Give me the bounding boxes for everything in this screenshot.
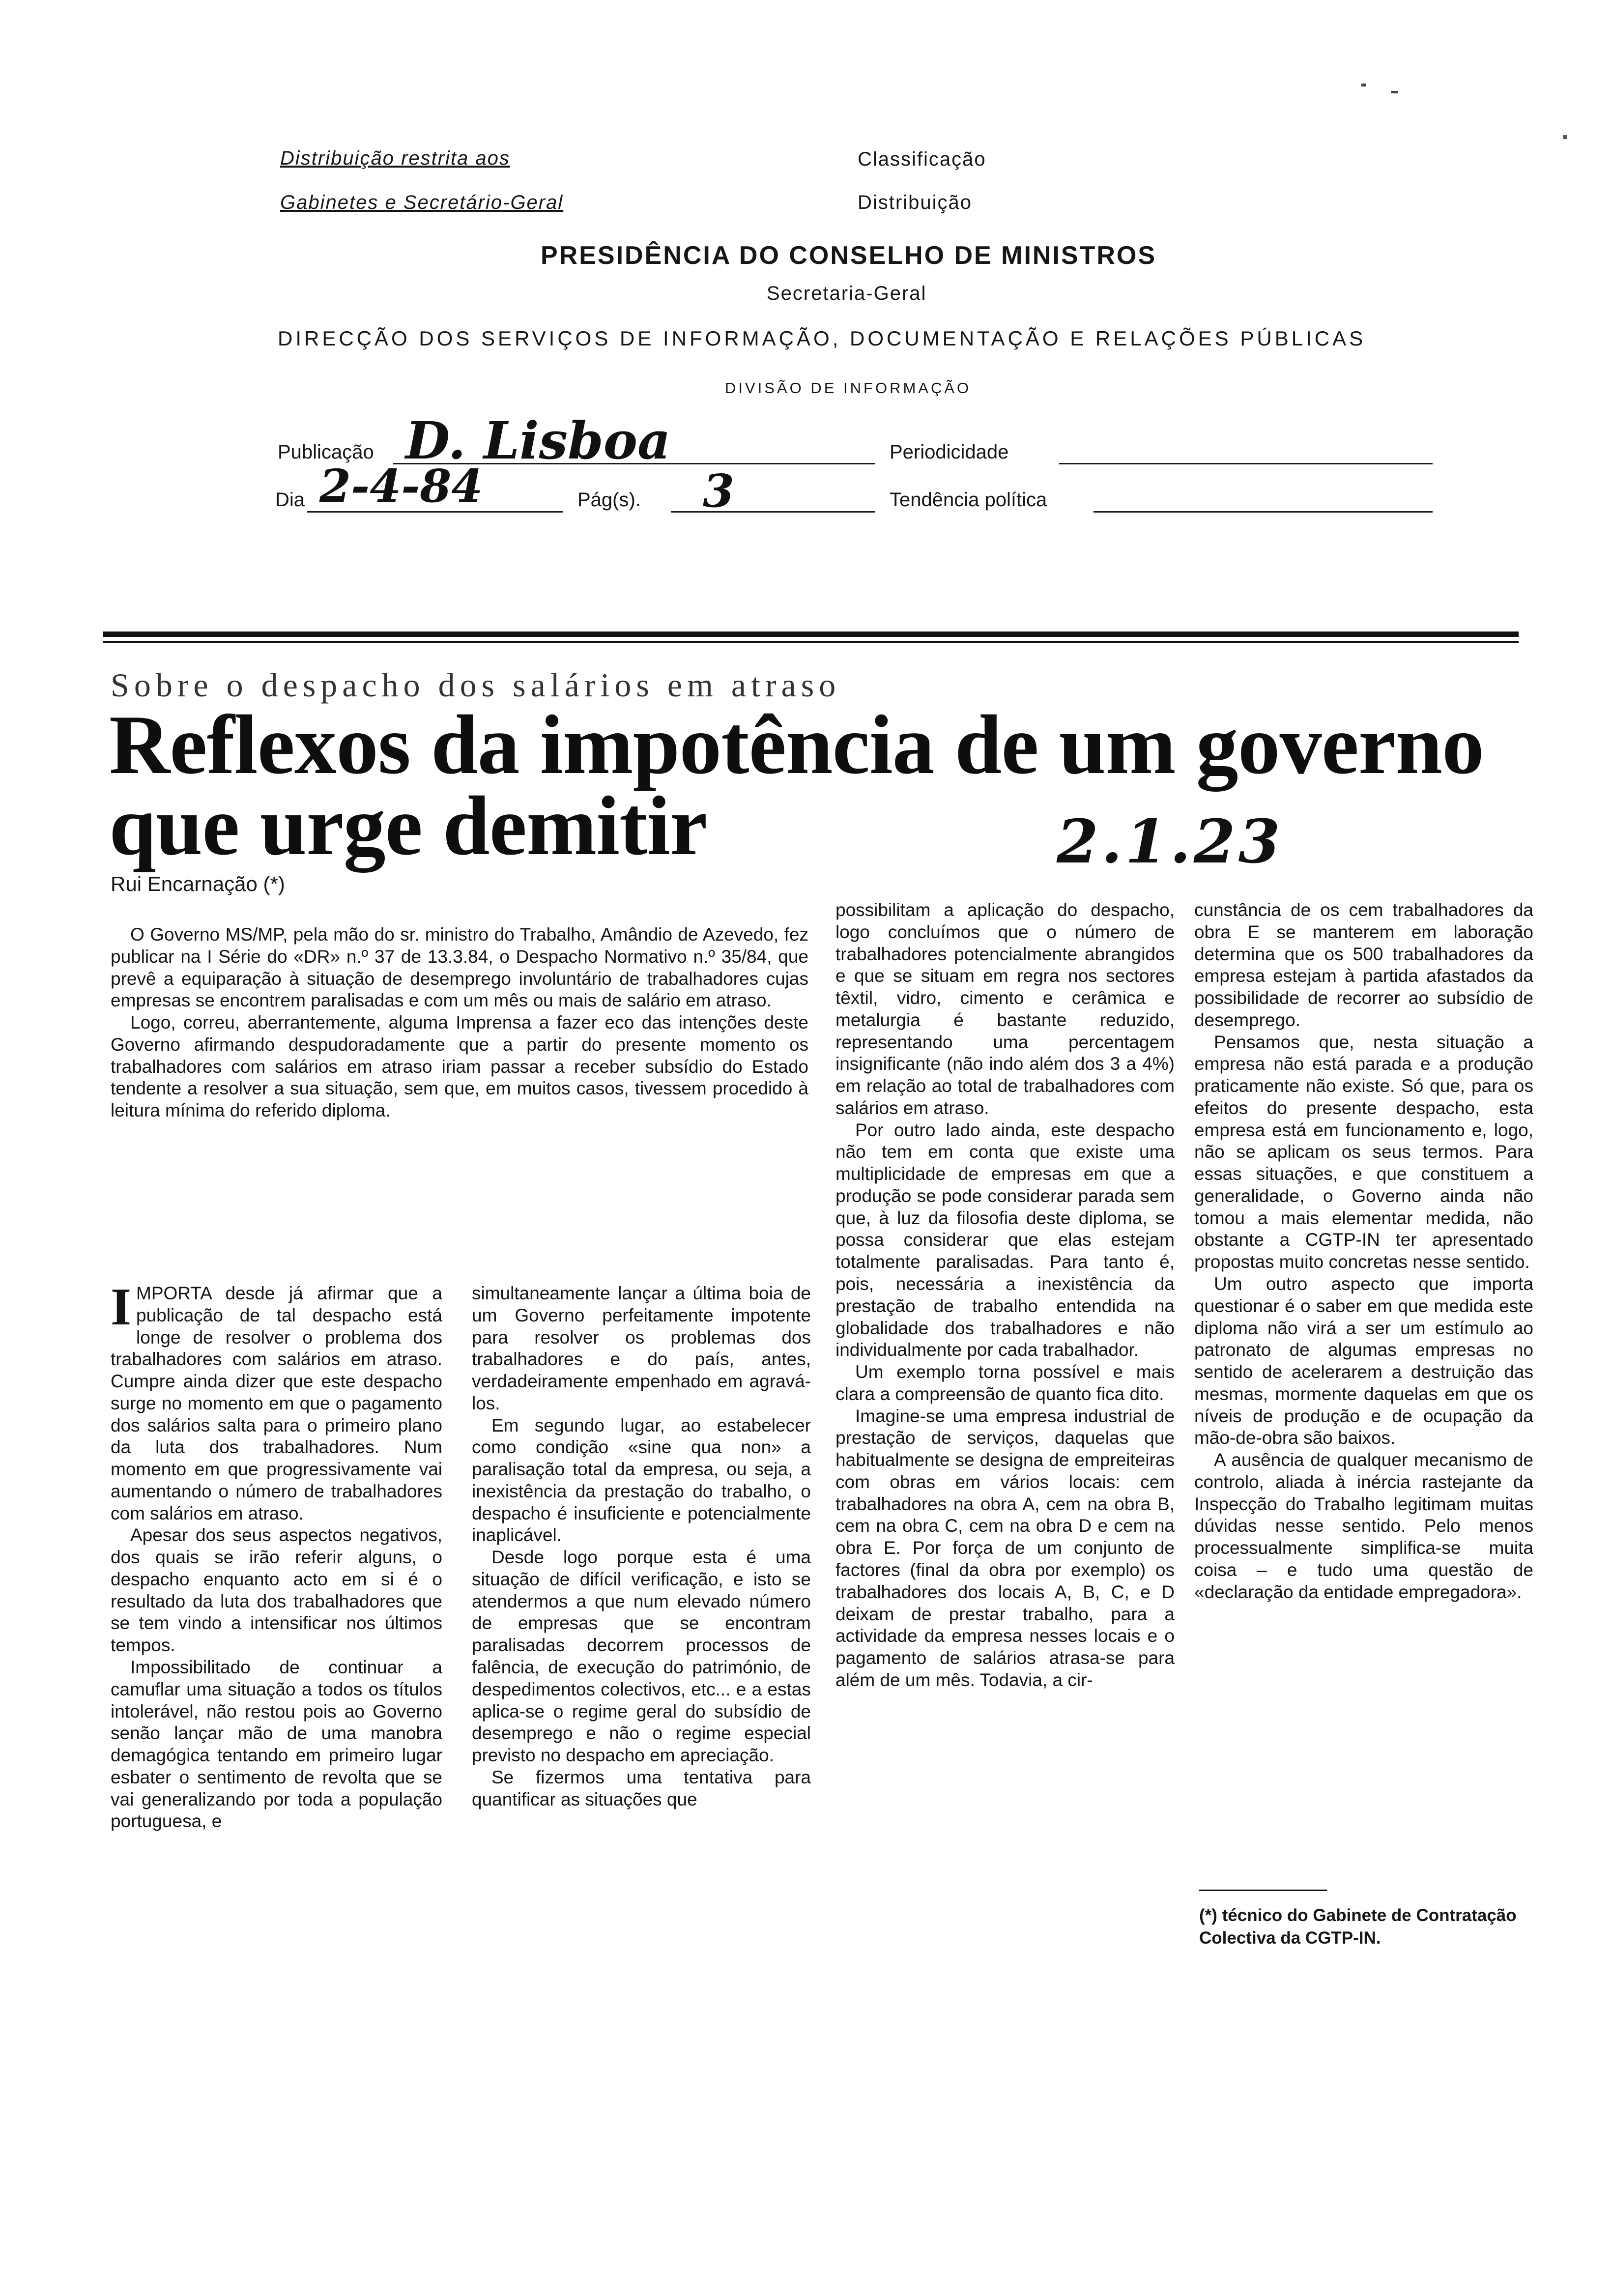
pag-line [671,511,875,513]
office-title: PRESIDÊNCIA DO CONSELHO DE MINISTROS [541,241,1157,270]
archive-stamp: 2.1.23 [1057,806,1283,877]
col3-paragraph-2: Por outro lado ainda, este despacho não tem em conta que existe uma multiplicidade de empresas em que a produção se pode considerar parada sem que, à luz da filosofia deste diploma, se possa considerar que elas estejam totalmente paralisadas. Para tanto é, pois, necessária a inexistência da prestação de trabalho entendida na globalidade dos trabalhadores e não individualmente por cada trabalhador. [835,1119,1175,1360]
direccao-label: DIRECÇÃO DOS SERVIÇOS DE INFORMAÇÃO, DOCUMENTAÇÃO E RELAÇÕES PÚBLICAS [278,327,1366,350]
scan-speck [1361,84,1366,86]
lead-paragraph-1: O Governo MS/MP, pela mão do sr. ministro do Trabalho, Amândio de Azevedo, fez publicar na I Série do «DR» n.º 37 de 13.3.84, o Despacho Normativo n.º 35/84, que prevê a equiparação à situação de desemprego involuntário de trabalhadores cujas empresas se encontrem paralisadas e com um mês ou mais de salário em atraso. [111,924,808,1011]
secretaria-label: Secretaria-Geral [767,283,927,304]
periodicidade-line [1059,463,1433,464]
headline-line-1: Reflexos da impotência de um governo [109,698,1484,792]
dia-handwritten: 2-4-84 [319,459,483,513]
scan-speck [1391,91,1398,93]
col2-paragraph-2: Em segundo lugar, ao estabelecer como condição «sine qua non» a paralisação total da empresa, ou seja, a inexistência da prestação do trabalho, o despacho é insuficiente e potencialmente inaplicável. [472,1415,811,1546]
clipping-top-rule-thin [103,641,1519,643]
column-1 [111,1278,442,1833]
col1-paragraph-1: MPORTA desde já afirmar que a publicação de tal despacho está longe de resolver o problema dos trabalhadores com salários em atraso. Cumpre ainda dizer que este despacho surge no momento em que o pagamento dos salários salta para o primeiro plano da luta dos trabalhadores. Num momento em que progressivamente vai aumentando o número de trabalhadores com salários em atraso. [111,1283,442,1523]
publicacao-handwritten: D. Lisboa [405,410,671,471]
col4-paragraph-1: cunstância de os cem trabalhadores da obra E se manterem em laboração determina que os 500 trabalhadores da empresa estejam à partida afastados da possibilidade de recorrer ao subsídio de desemprego. [1194,900,1533,1030]
column-2 [472,1283,811,1810]
col4-paragraph-2: Pensamos que, nesta situação a empresa não está parada e a produção praticamente não existe. Só que, para os efeitos do presente despacho, esta empresa está em funcionamento e, logo, não se aplicam os seus termos. Para essas situações, e que constituem a generalidade, o Governo ainda não tomou a mais elementar medida, não obstante a CGTP-IN ter apresentado propostas muito concretas nesse sentido. [1194,1032,1533,1272]
col4-paragraph-3: Um outro aspecto que importa questionar é o saber em que medida este diploma não virá a ser um estímulo ao patronato de algumas empresas no sentido de acelerarem a destruição das mesmas, mormente daquelas em que os níveis de produção e de ocupação da mão-de-obra são baixos. [1194,1274,1533,1448]
distribution-note-2: Gabinetes e Secretário-Geral [280,192,564,213]
column-4 [1194,899,1533,1604]
tendencia-line [1094,511,1433,513]
col3-paragraph-3: Um exemplo torna possível e mais clara a compreensão de quanto fica dito. [835,1362,1175,1404]
clipping-top-rule [103,631,1519,637]
publicacao-label: Publicação [278,441,374,463]
lead-paragraph-2: Logo, correu, aberrantemente, alguma Imprensa a fazer eco das intenções deste Governo afirmando despudoradamente que a partir do presente momento os trabalhadores com salários em atraso iriam passar a receber subsídio do Estado tendente a resolver a sua situação, sem que, em muitos casos, tivessem procedido à leitura mínima do referido diploma. [111,1012,808,1121]
pag-label: Pág(s). [577,489,641,511]
article-kicker: Sobre o despacho dos salários em atraso [111,666,841,704]
tendencia-label: Tendência política [890,489,1047,511]
footnote-rule [1199,1890,1327,1891]
scan-speck [1563,135,1567,139]
byline: Rui Encarnação (*) [111,872,285,895]
dia-label: Dia [275,489,305,511]
col1-paragraph-2: Apesar dos seus aspectos negativos, dos quais se irão referir alguns, o despacho enquanto acto em si é o resultado da luta dos trabalhadores que se tem vindo a intensificar nos últimos tempos. [111,1525,442,1656]
classificacao-label: Classificação [858,148,986,170]
col2-paragraph-4: Se fizermos uma tentativa para quantificar as situações que [472,1767,811,1809]
pag-handwritten: 3 [703,464,735,517]
col2-paragraph-1: simultaneamente lançar a última boia de um Governo perfeitamente impotente para resolver os problemas dos trabalhadores e do país, antes, verdadeiramente empenhado em agravá-los. [472,1283,811,1413]
lead-block [111,924,808,1122]
col3-paragraph-1: possibilitam a aplicação do despacho, logo concluímos que o número de trabalhadores potencialmente abrangidos e que se situam em regra nos sectores têxtil, vidro, cimento e cerâmica e metalurgia é bastante reduzido, representando uma percentagem insignificante (não indo além dos 3 a 4%) em relação ao total de trabalhadores com salários em atraso. [835,900,1175,1118]
distribuicao-label: Distribuição [858,192,972,213]
author-footnote: (*) técnico do Gabinete de Contratação Colectiva da CGTP-IN. [1199,1906,1517,1948]
divisao-label: DIVISÃO DE INFORMAÇÃO [725,379,972,397]
distribution-note-1: Distribuição restrita aos [280,147,510,169]
drop-cap: I [111,1278,132,1336]
column-3 [835,899,1175,1692]
headline-line-2: que urge demitir [109,779,707,873]
periodicidade-label: Periodicidade [890,441,1009,463]
col3-paragraph-4: Imagine-se uma empresa industrial de prestação de serviços, daquelas que habitualmente se designa de empreiteiras com obras em vários locais: cem trabalhadores na obra A, cem na obra B, cem na obra C, cem na obra D e cem na obra E. Por força de um conjunto de factores (final da obra por exemplo) os trabalhadores dos locais A, B, C, e D deixam de prestar trabalho, para a actividade da empresa nesses locais e o pagamento de salários atrasa-se para além de um mês. Todavia, a cir- [835,1406,1175,1690]
col2-paragraph-3: Desde logo porque esta é uma situação de difícil verificação, e isto se atendermos a que num elevado número de empresas que se encontram paralisadas decorrem processos de falência, de execução do património, de despedimentos colectivos, etc... e a estas aplica-se o regime geral do subsídio de desemprego e não o regime especial previsto no despacho em apreciação. [472,1547,811,1766]
col1-paragraph-3: Impossibilitado de continuar a camuflar uma situação a todos os títulos intolerável, não restou pois ao Governo senão lançar mão de uma manobra demagógica tentando em primeiro lugar esbater o sentimento de revolta que se vai generalizando por toda a população portuguesa, e [111,1657,442,1832]
col4-paragraph-4: A ausência de qualquer mecanismo de controlo, aliada à inércia rastejante da Inspecção do Trabalho legitimam muitas dúvidas nesse sentido. Pelo menos processualmente simplifica-se muita coisa – e tudo uma questão de «declaração da entidade empregadora». [1194,1450,1533,1602]
